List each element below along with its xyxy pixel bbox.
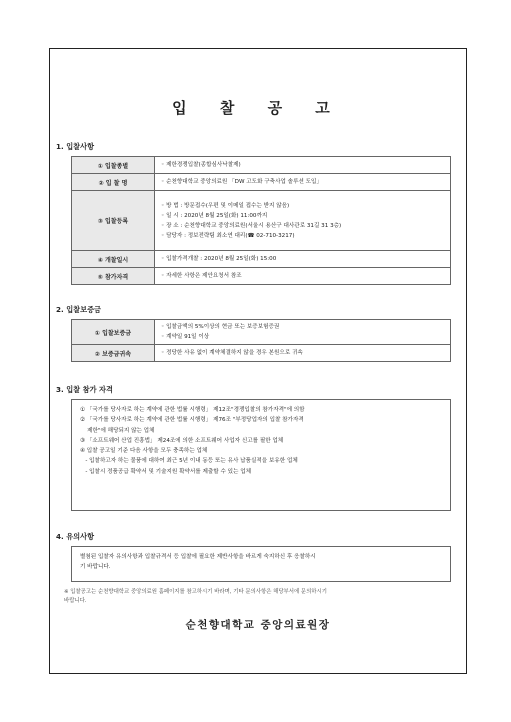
- content-line: ◦ 자세한 사항은 제안요청서 참조: [161, 273, 242, 279]
- row-label: ② 보증금귀속: [72, 345, 155, 362]
- section-heading-qualifications: 3. 입찰 참가 자격: [56, 385, 113, 394]
- row-label: ⑤ 참가자격: [72, 268, 155, 285]
- row-label: ① 입찰보증금: [72, 320, 155, 345]
- table-row: [72, 251, 451, 268]
- row-label: ④ 개찰일시: [72, 251, 155, 268]
- table-row: [72, 174, 451, 191]
- table-row: [72, 191, 451, 251]
- row-content: [155, 251, 451, 268]
- notice-line: 별첨된 입찰자 유의사항과 입찰규격서 등 입찰에 필요한 제반사항을 바르게 숙지하신 후 응찰하시: [80, 554, 316, 560]
- content-line: ◦ 입찰금액의 5%이상의 현금 또는 보증보험증권: [161, 324, 280, 330]
- row-content: [155, 157, 451, 174]
- content-line: ◦ 계약일 91일 이상: [161, 334, 210, 340]
- notice-frame: [49, 48, 467, 674]
- qualification-line: - 입찰하고자 하는 물품에 대하여 최근 5년 이내 동등 또는 유사 납품실적을 보유한 업체: [80, 458, 298, 465]
- footnote-line: 바랍니다.: [64, 598, 87, 604]
- table-row: [72, 320, 451, 345]
- table-row: [72, 157, 451, 174]
- row-label: ③ 입찰등록: [72, 191, 155, 251]
- notes-box: [71, 546, 451, 582]
- row-content: [155, 174, 451, 191]
- row-content: [155, 345, 451, 362]
- section-heading-notes: 4. 유의사항: [56, 532, 95, 541]
- row-content: [155, 268, 451, 285]
- document-title: 입 찰 공 고: [172, 99, 344, 117]
- row-label: ② 입 찰 명: [72, 174, 155, 191]
- section-heading-deposit: 2. 입찰보증금: [56, 305, 101, 314]
- qualification-line: ① 「국가를 당사자로 하는 계약에 관한 법률 시행령」 제12조"경쟁입찰의 참가자격"에 의함: [80, 407, 305, 413]
- content-line: ◦ 장 소 : 순천향대학교 중앙의료원(서울시 용산구 대사관로 31길 31 3층): [161, 222, 342, 229]
- qualification-line: 제한"에 해당되지 않는 업체: [80, 427, 155, 434]
- content-line: ◦ 일 시 : 2020년 8월 25일(화) 11:00까지: [161, 212, 268, 219]
- section-heading-bid-items: 1. 입찰사항: [56, 142, 95, 151]
- qualification-line: ② 「국가를 당사자로 하는 계약에 관한 법률 시행령」 제76조 "부정당업자의 입찰 참가자격: [80, 417, 304, 424]
- table-row: [72, 345, 451, 362]
- row-content: [155, 191, 451, 251]
- qualification-line: - 입찰시 정품공급 확약서 및 기술지원 확약서를 제출할 수 있는 업체: [80, 468, 252, 475]
- notice-line: 기 바랍니다.: [80, 564, 111, 571]
- content-line: ◦ 담당자 : 정보전략팀 최소연 대리(☎ 02-710-3217): [161, 232, 295, 239]
- content-line: ◦ 순천향대학교 중앙의료원 「DW 고도화 구축사업 솔루션 도입」: [161, 179, 323, 185]
- footnote-line: ※ 입찰공고는 순천향대학교 중앙의료원 홈페이지를 참고하시기 바라며, 기타 문의사항은 해당부서에 문의하시기: [64, 589, 327, 595]
- qualifications-box: [71, 399, 451, 511]
- bid-items-table: [71, 156, 451, 285]
- qualification-line: ③ 「소프트웨어 산업 진흥법」 제24조에 의한 소프트웨어 사업자 신고를 필한 업체: [80, 437, 284, 444]
- row-content: [155, 320, 451, 345]
- issuer-name: 순천향대학교 중앙의료원장: [185, 619, 331, 631]
- content-line: ◦ 제한경쟁입찰(종합심사낙찰제): [161, 162, 241, 168]
- content-line: ◦ 방 법 : 방문접수(우편 및 이메일 접수는 받지 않음): [161, 202, 290, 209]
- table-row: [72, 268, 451, 285]
- footnote: [64, 588, 454, 606]
- qualification-line: ④ 입찰 공고일 기준 다음 사항을 모두 충족하는 업체: [80, 448, 208, 455]
- content-line: ◦ 입찰가격개찰 : 2020년 8월 25일(화) 15:00: [161, 256, 277, 262]
- content-line: ◦ 정당한 사유 없이 계약체결하지 않을 경우 본원으로 귀속: [161, 350, 303, 356]
- deposit-table: [71, 319, 451, 362]
- row-label: ① 입찰종별: [72, 157, 155, 174]
